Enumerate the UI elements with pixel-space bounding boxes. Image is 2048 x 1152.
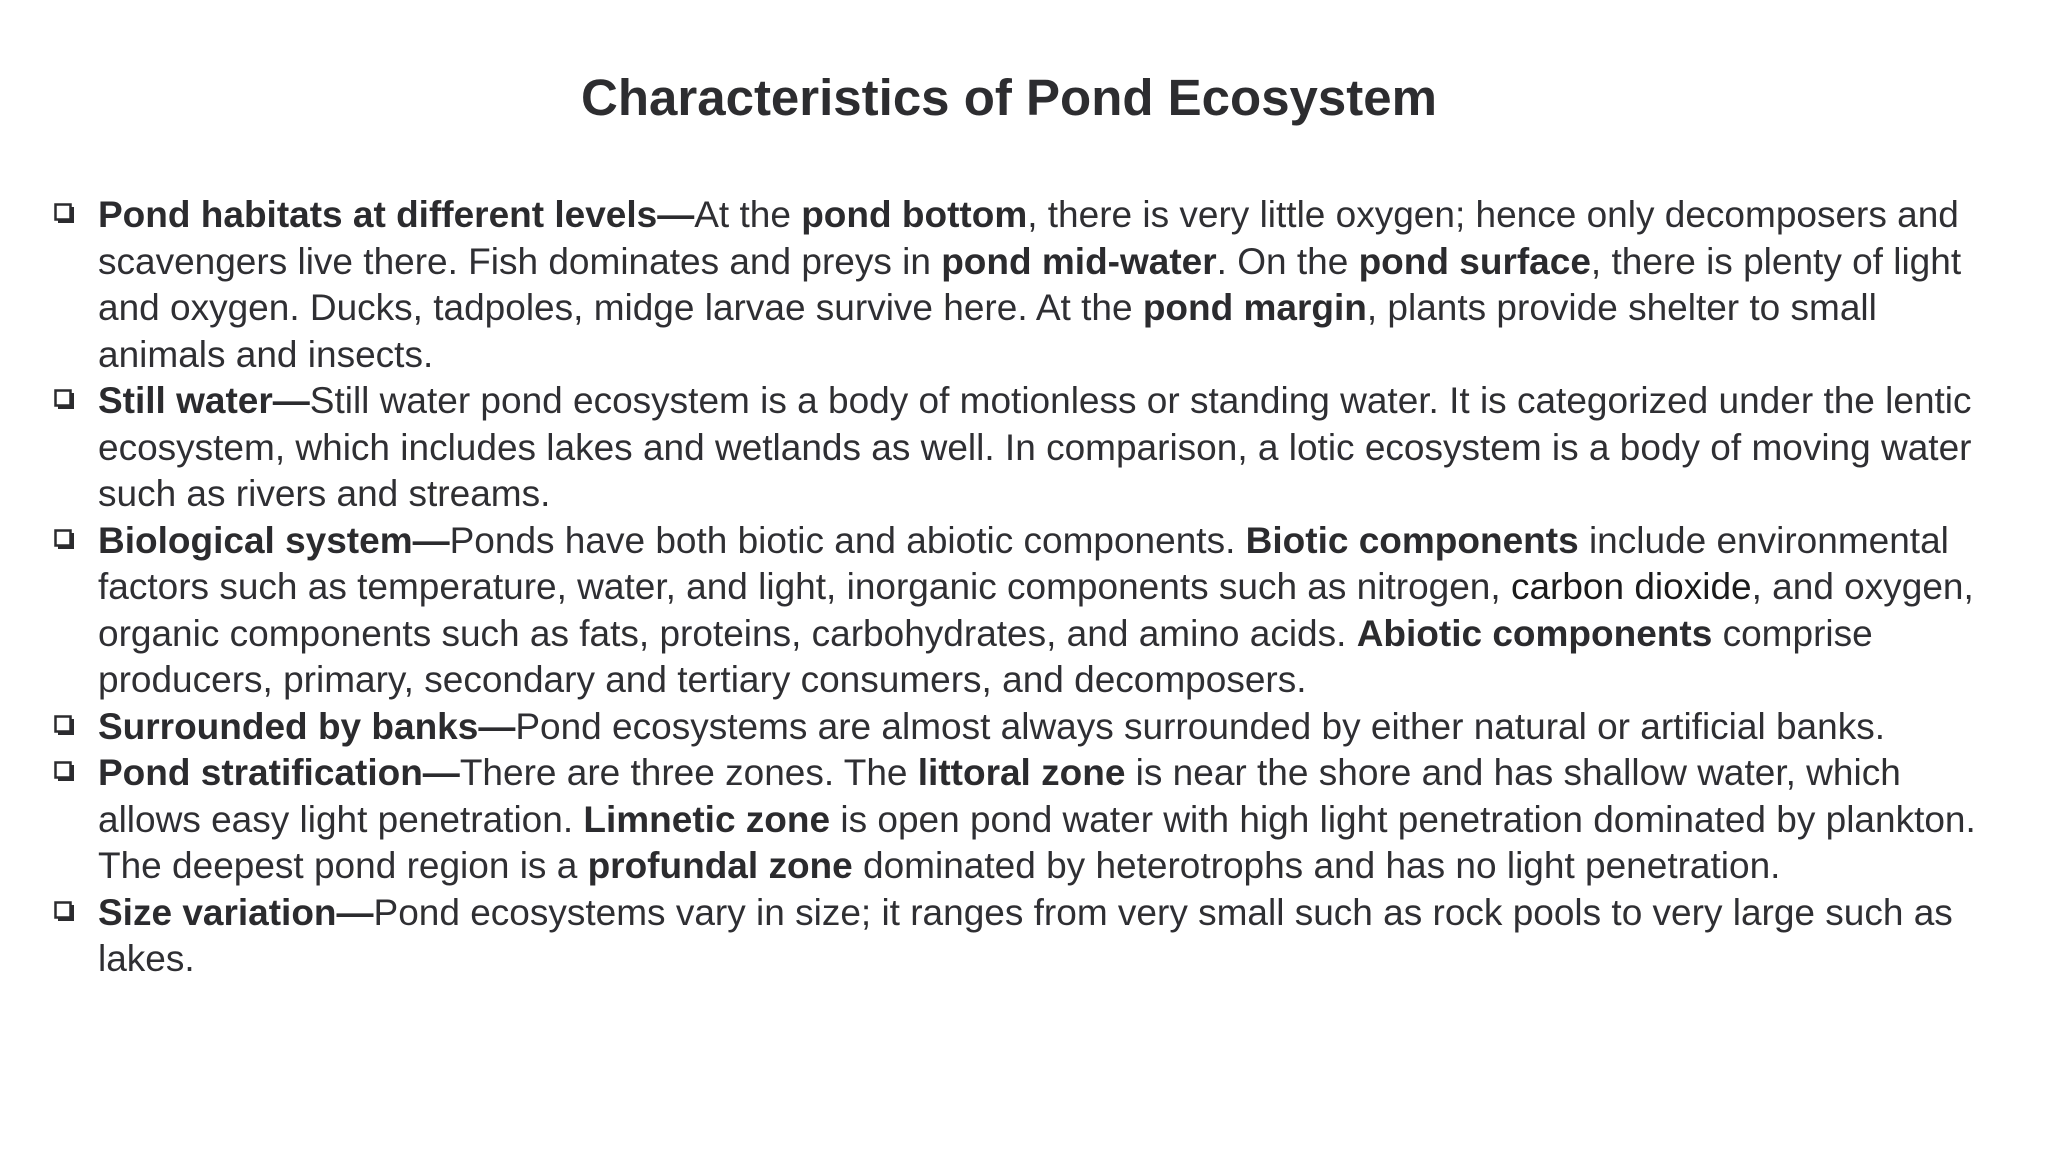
bullet-text: , there is plenty of light and oxygen. Ducks, tadpoles, midge larvae survive here. At the — [98, 240, 1962, 328]
bullet-bold-text: Pond habitats at different levels— — [98, 194, 695, 235]
bullet-text: Pond ecosystems are almost always surrounded by either natural or artificial banks. — [515, 705, 1885, 747]
bullet-bold-text: profundal zone — [587, 845, 853, 886]
bullet-text: , and oxygen, organic components such as fats, proteins, carbohydrates, and amino acids. — [98, 566, 1974, 654]
checkbox-square-icon — [54, 203, 74, 223]
bullet-text: is near the shore and has shallow water, which allows easy light penetration. — [98, 752, 1901, 840]
bullet-text: comprise producers, primary, secondary and tertiary consumers, and decomposers. — [98, 612, 1873, 700]
bullet-text: carbon dioxide — [1510, 566, 1752, 607]
bullet-item — [52, 750, 1992, 890]
bullet-text: There are three zones. The — [459, 752, 918, 793]
bullet-bold-text: Surrounded by banks— — [98, 705, 516, 747]
bullet-text: include environmental factors such as temperature, water, and light, inorganic components such as nitrogen, — [98, 519, 1949, 607]
bullet-item — [52, 704, 1992, 751]
bullet-bold-text: littoral zone — [917, 752, 1126, 793]
checkbox-square-icon — [54, 529, 74, 549]
checkbox-square-icon — [54, 901, 74, 921]
bullet-text: Still water pond ecosystem is a body of motionless or standing water. It is categorized under the lentic ecosystem, which includes lakes and wetlands as well. In comparison, a lotic ecosystem is a body of moving water such as rivers and streams. — [98, 380, 1972, 514]
bullet-text: dominated by heterotrophs and has no light penetration. — [852, 845, 1781, 886]
bullet-bold-text: Size variation— — [98, 891, 374, 933]
bullet-bold-text: Biological system— — [98, 519, 450, 561]
bullet-text: , plants provide shelter to small animals and insects. — [98, 287, 1877, 375]
bullet-item — [52, 518, 1992, 704]
bullet-bold-text: pond mid-water — [941, 240, 1217, 282]
bullet-bold-text: pond margin — [1142, 287, 1367, 328]
bullet-bold-text: Abiotic components — [1356, 612, 1713, 654]
bullet-item — [52, 378, 1992, 518]
bullet-bold-text: pond bottom — [801, 194, 1028, 235]
bullet-text: Pond ecosystems vary in size; it ranges from very small such as rock pools to very large such as lakes. — [98, 891, 1953, 979]
bullet-item — [52, 890, 1992, 983]
bullet-text: . On the — [1216, 240, 1359, 282]
bullet-text: Ponds have both biotic and abiotic components. — [449, 519, 1246, 561]
bullet-text: , there is very little oxygen; hence only decomposers and scavengers live there. Fish dominates and preys in — [98, 194, 1959, 282]
bullet-item — [52, 192, 1992, 378]
checkbox-square-icon — [54, 389, 74, 409]
bullet-list — [52, 192, 1992, 983]
bullet-bold-text: pond surface — [1358, 240, 1591, 282]
bullet-text: is open pond water with high light penetration dominated by plankton. The deepest pond region is a — [98, 798, 1976, 886]
bullet-bold-text: Limnetic zone — [583, 798, 831, 840]
bullet-bold-text: Still water— — [98, 380, 310, 421]
bullet-bold-text: Pond stratification— — [98, 752, 460, 793]
slide-title: Characteristics of Pond Ecosystem — [581, 69, 1437, 126]
bullet-text: At the — [694, 194, 802, 235]
bullet-bold-text: Biotic components — [1245, 519, 1579, 561]
checkbox-square-icon — [54, 715, 74, 735]
checkbox-square-icon — [54, 761, 74, 781]
